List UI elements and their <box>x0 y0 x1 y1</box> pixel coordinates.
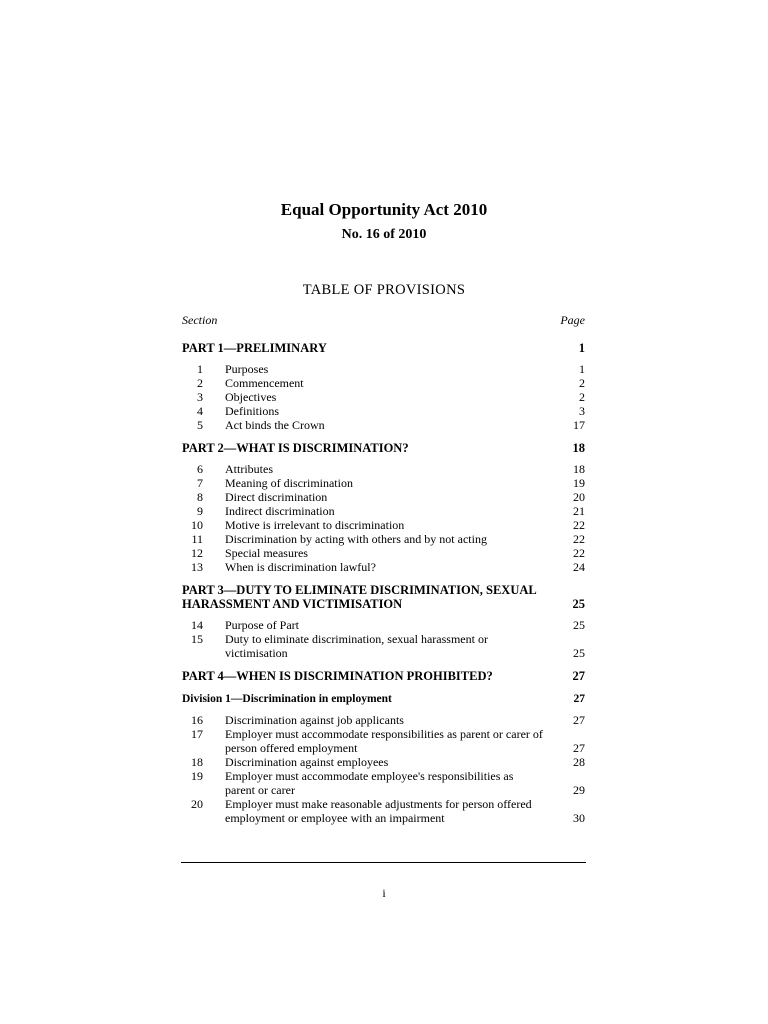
toc-part-heading <box>182 441 585 455</box>
toc-entry <box>182 490 585 504</box>
section-page: 25 <box>573 646 585 660</box>
section-page: 22 <box>573 518 585 532</box>
section-title: Employer must accommodate employee's responsibilities as parent or carer <box>225 769 514 797</box>
toc-entry <box>182 504 585 518</box>
section-number: 17 <box>191 727 203 741</box>
page-number: i <box>382 886 386 900</box>
section-page: 27 <box>573 741 585 755</box>
toc-heading: TABLE OF PROVISIONS <box>302 282 466 298</box>
section-page: 17 <box>573 418 585 432</box>
section-number: 9 <box>197 504 203 518</box>
section-number: 19 <box>191 769 203 783</box>
section-number: 2 <box>197 376 203 390</box>
toc-entry <box>182 376 585 390</box>
section-number: 6 <box>197 462 203 476</box>
toc-entry <box>182 755 585 769</box>
toc-entry <box>182 560 585 574</box>
section-column-header: Section <box>182 313 218 327</box>
section-page: 29 <box>573 783 585 797</box>
part-page: 1 <box>578 341 585 355</box>
table-of-contents <box>182 333 585 825</box>
section-number: 13 <box>191 560 203 574</box>
section-title: Indirect discrimination <box>225 504 335 518</box>
toc-part-heading <box>182 583 585 611</box>
toc-entry-list <box>182 618 585 660</box>
section-title: Act binds the Crown <box>225 418 325 432</box>
toc-entry <box>182 404 585 418</box>
part-title: PART 1—PRELIMINARY <box>182 341 327 355</box>
toc-entry <box>182 390 585 404</box>
section-number: 8 <box>197 490 203 504</box>
section-number: 14 <box>191 618 203 632</box>
section-number: 3 <box>197 390 203 404</box>
section-title: Duty to eliminate discrimination, sexual harassment or victimisation <box>225 632 488 660</box>
footer-divider <box>181 862 586 863</box>
section-page: 2 <box>579 376 585 390</box>
page-column-header: Page <box>560 313 585 327</box>
section-page: 27 <box>573 713 585 727</box>
section-page: 1 <box>579 362 585 376</box>
section-page: 22 <box>573 532 585 546</box>
section-title: Purposes <box>225 362 269 376</box>
part-title: PART 4—WHEN IS DISCRIMINATION PROHIBITED? <box>182 669 493 683</box>
part-page: 25 <box>572 597 585 611</box>
section-page: 24 <box>573 560 585 574</box>
section-number: 11 <box>191 532 203 546</box>
toc-entry <box>182 769 585 797</box>
section-title: Definitions <box>225 404 279 418</box>
section-title: Motive is irrelevant to discrimination <box>225 518 405 532</box>
toc-entry <box>182 632 585 660</box>
section-number: 5 <box>197 418 203 432</box>
section-title: Employer must make reasonable adjustments for person offered employment or employee with an impairment <box>225 797 532 825</box>
toc-entry-list <box>182 462 585 574</box>
division-title: Division 1—Discrimination in employment <box>182 693 392 705</box>
toc-entry <box>182 713 585 727</box>
section-number: 1 <box>197 362 203 376</box>
section-title: Discrimination against job applicants <box>225 713 404 727</box>
toc-entry <box>182 546 585 560</box>
part-page: 27 <box>572 669 585 683</box>
section-title: Objectives <box>225 390 277 404</box>
section-page: 20 <box>573 490 585 504</box>
section-page: 19 <box>573 476 585 490</box>
section-page: 2 <box>579 390 585 404</box>
section-number: 15 <box>191 632 203 646</box>
section-title: Commencement <box>225 376 304 390</box>
section-number: 4 <box>197 404 203 418</box>
section-number: 12 <box>191 546 203 560</box>
act-number: No. 16 of 2010 <box>341 227 427 242</box>
division-page: 27 <box>573 693 585 705</box>
section-title: Discrimination by acting with others and by not acting <box>225 532 487 546</box>
section-page: 28 <box>573 755 585 769</box>
toc-entry <box>182 532 585 546</box>
section-title: Special measures <box>225 546 308 560</box>
section-page: 18 <box>573 462 585 476</box>
section-number: 7 <box>197 476 203 490</box>
section-title: Meaning of discrimination <box>225 476 353 490</box>
toc-entry <box>182 462 585 476</box>
section-title: Purpose of Part <box>225 618 299 632</box>
toc-division-heading <box>182 692 585 706</box>
section-page: 22 <box>573 546 585 560</box>
section-number: 18 <box>191 755 203 769</box>
toc-entry-list <box>182 362 585 432</box>
toc-entry <box>182 727 585 755</box>
toc-entry <box>182 618 585 632</box>
section-title: Attributes <box>225 462 273 476</box>
document-title: Equal Opportunity Act 2010 <box>280 200 488 219</box>
section-page: 30 <box>573 811 585 825</box>
toc-part-heading <box>182 341 585 355</box>
toc-entry <box>182 362 585 376</box>
toc-part-heading <box>182 669 585 683</box>
toc-entry-list <box>182 713 585 825</box>
section-page: 3 <box>579 404 585 418</box>
toc-entry <box>182 518 585 532</box>
section-title: Discrimination against employees <box>225 755 389 769</box>
section-number: 20 <box>191 797 203 811</box>
toc-entry <box>182 476 585 490</box>
section-number: 16 <box>191 713 203 727</box>
section-title: Direct discrimination <box>225 490 328 504</box>
section-number: 10 <box>191 518 203 532</box>
toc-entry <box>182 418 585 432</box>
part-page: 18 <box>572 441 585 455</box>
toc-entry <box>182 797 585 825</box>
section-page: 25 <box>573 618 585 632</box>
part-title: PART 2—WHAT IS DISCRIMINATION? <box>182 441 409 455</box>
section-page: 21 <box>573 504 585 518</box>
section-title: Employer must accommodate responsibilities as parent or carer of person offered employment <box>225 727 543 755</box>
part-title: PART 3—DUTY TO ELIMINATE DISCRIMINATION, SEXUAL HARASSMENT AND VICTIMISATION <box>182 583 537 611</box>
section-title: When is discrimination lawful? <box>225 560 376 574</box>
